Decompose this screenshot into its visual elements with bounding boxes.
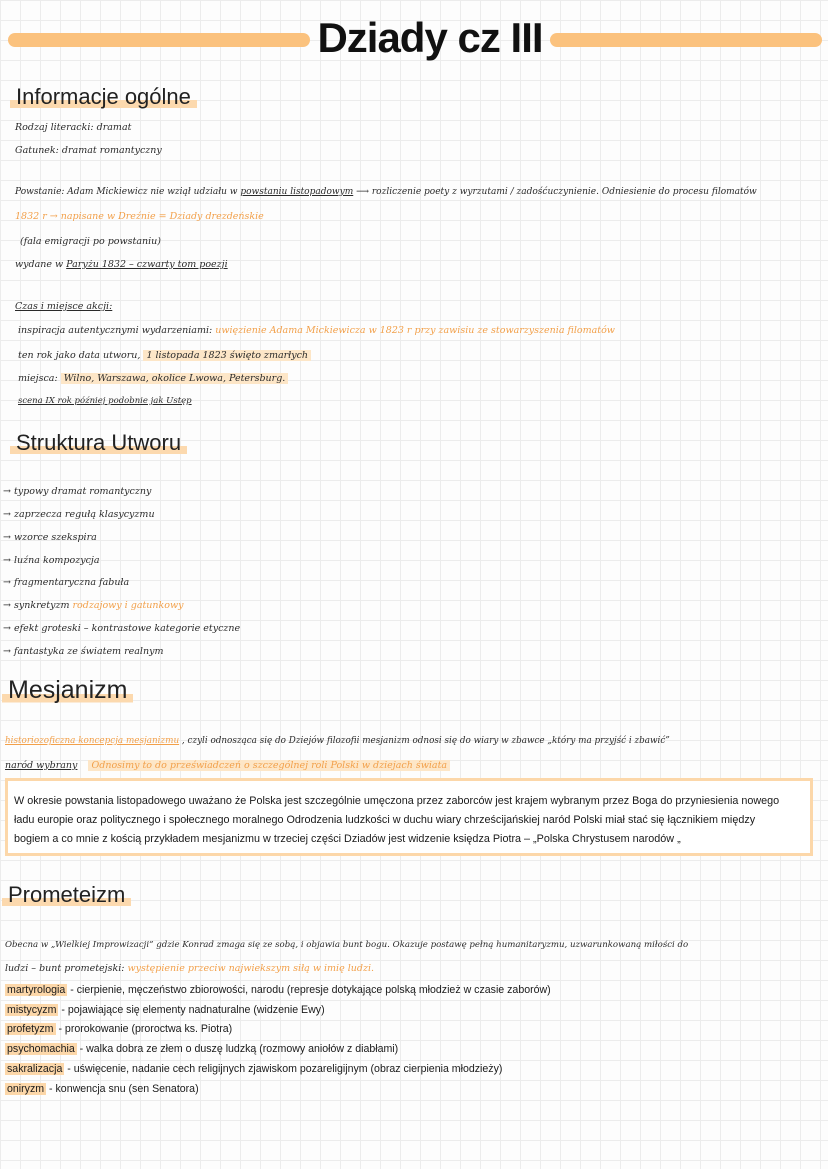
prometeizm-line-1: Obecna w „Wielkiej Improwizacji” gdzie Konrad zmaga się ze sobą, i objawia bunt bogu. Okazuje postawę pełną humanitaryzmu, uzwarunkowaną miłości do	[5, 940, 689, 950]
miejsca-text-b: Wilno, Warszawa, okolice Lwowa, Petersburg.	[61, 373, 289, 384]
list-item: → luźna kompozycja	[3, 555, 100, 566]
powstanie-text-c: ⟶ rozliczenie poety z wyrzutami / zadośćuczynienie. Odniesienie do procesu filomatów	[353, 187, 757, 197]
list-item: → fantastyka ze światem realnym	[3, 646, 164, 657]
page-title: Dziady cz III	[317, 14, 543, 61]
miejsca-line	[18, 373, 288, 384]
list-item: oniryzm - konwencja snu (sen Senatora)	[7, 1083, 199, 1095]
title-highlight-left	[8, 33, 310, 47]
mesjanizm-line-2	[5, 760, 450, 771]
title-highlight-right	[550, 33, 822, 47]
mesjanizm-line-1	[5, 736, 670, 746]
mesjanizm-text: , czyli odnosząca się do Dziejów filozofii mesjanizm odnosi się do wiary w zbawce „który ma przyjść i zbawić”	[179, 736, 670, 746]
rodzaj-line: Rodzaj literacki: dramat	[15, 122, 132, 133]
inspiracja-text-a: inspiracja autentycznymi wydarzeniami:	[18, 325, 216, 336]
heading-mesjanizm: Mesjanizm	[2, 676, 133, 705]
list-item: martyrologia - cierpienie, męczeństwo zbiorowości, narodu (represje dotykające polską młodzież w czasie zaborów)	[7, 984, 551, 996]
inspiracja-line	[18, 325, 615, 336]
heading-struktura: Struktura Utworu	[10, 430, 187, 456]
list-item: profetyzm - prorokowanie (proroctwa ks. Piotra)	[7, 1023, 233, 1035]
mesjanizm-term: historiozoficzna koncepcja mesjanizmu	[5, 736, 180, 746]
list-item: → efekt groteski – kontrastowe kategorie etyczne	[3, 623, 241, 634]
prometeizm-line-2	[5, 963, 374, 974]
heading-prometeizm: Prometeizm	[2, 882, 131, 908]
wydane-text-b: Paryżu 1832 – czwarty tom poezji	[66, 259, 228, 270]
list-item: mistycyzm - pojawiające się elementy nadnaturalne (widzenie Ewy)	[7, 1004, 325, 1016]
scena-line: scena IX rok później podobnie jak Ustęp	[18, 396, 192, 406]
prometeizm-text-a: ludzi – bunt prometejski:	[5, 963, 128, 974]
list-item: → wzorce szekspira	[3, 532, 97, 543]
list-item: → synkretyzm rodzajowy i gatunkowy	[3, 600, 184, 611]
gatunek-line: Gatunek: dramat romantyczny	[15, 145, 162, 156]
inspiracja-text-b: uwięzienie Adama Mickiewicza w 1823 r przy zawisiu ze stowarzyszenia filomatów	[215, 325, 615, 336]
rok-line	[18, 350, 311, 361]
powstanie-text-a: Powstanie: Adam Mickiewicz nie wziął udziału w	[15, 187, 241, 197]
box-line-1: W okresie powstania listopadowego uważano że Polska jest szczególnie umęczona przez zaborców jest krajem wybranym przez Boga do przyniesienia nowego	[14, 795, 780, 807]
list-item: → fragmentaryczna fabuła	[3, 577, 130, 588]
box-line-2: ładu europie oraz politycznego i społecznego moralnego Odrodzenia ludzkości w duchu wiary chrześcijańskiej naród Polski miał stać się łącznikiem między	[14, 814, 756, 826]
powstanie-text-b: powstaniu listopadowym	[240, 187, 354, 197]
mesjanizm-box	[5, 778, 813, 856]
list-item: psychomachia - walka dobra ze złem o duszę ludzką (rozmowy aniołów z diabłami)	[7, 1043, 399, 1055]
list-item: → zaprzecza regułą klasycyzmu	[3, 509, 155, 520]
wydane-line	[15, 259, 228, 270]
heading-informacje: Informacje ogólne	[10, 84, 197, 110]
list-item: sakralizacja - uświęcenie, nadanie cech religijnych zjawiskom pozareligijnym (obraz cierpienia młodzieży)	[7, 1063, 503, 1075]
odnosimy-text: Odnosimy to do przeświadczeń o szczególnej roli Polski w dziejach świata	[88, 760, 450, 771]
rok-text-a: ten rok jako data utworu,	[18, 350, 144, 361]
box-line-3: bogiem a co mnie z kością przykładem mesjanizmu w trzeciej części Dziadów jest widzenie księdza Piotra – „Polska Chrystusem narodów „	[14, 833, 681, 845]
list-item: → typowy dramat romantyczny	[3, 486, 152, 497]
miejsca-text-a: miejsca:	[18, 373, 61, 384]
czas-heading: Czas i miejsce akcji:	[15, 301, 113, 312]
prometeizm-text-b: występienie przeciw najwiekszym siłą w imię ludzi.	[127, 963, 375, 974]
powstanie-line	[15, 187, 757, 197]
wydane-text-a: wydane w	[15, 259, 67, 270]
drezno-line: 1832 r → napisane w Dreźnie = Dziady drezdeńskie	[15, 211, 264, 222]
rok-text-b: 1 listopada 1823 święto zmarłych	[143, 350, 311, 361]
fala-line: (fala emigracji po powstaniu)	[20, 236, 161, 247]
narod-wybrany: naród wybrany	[5, 760, 78, 771]
